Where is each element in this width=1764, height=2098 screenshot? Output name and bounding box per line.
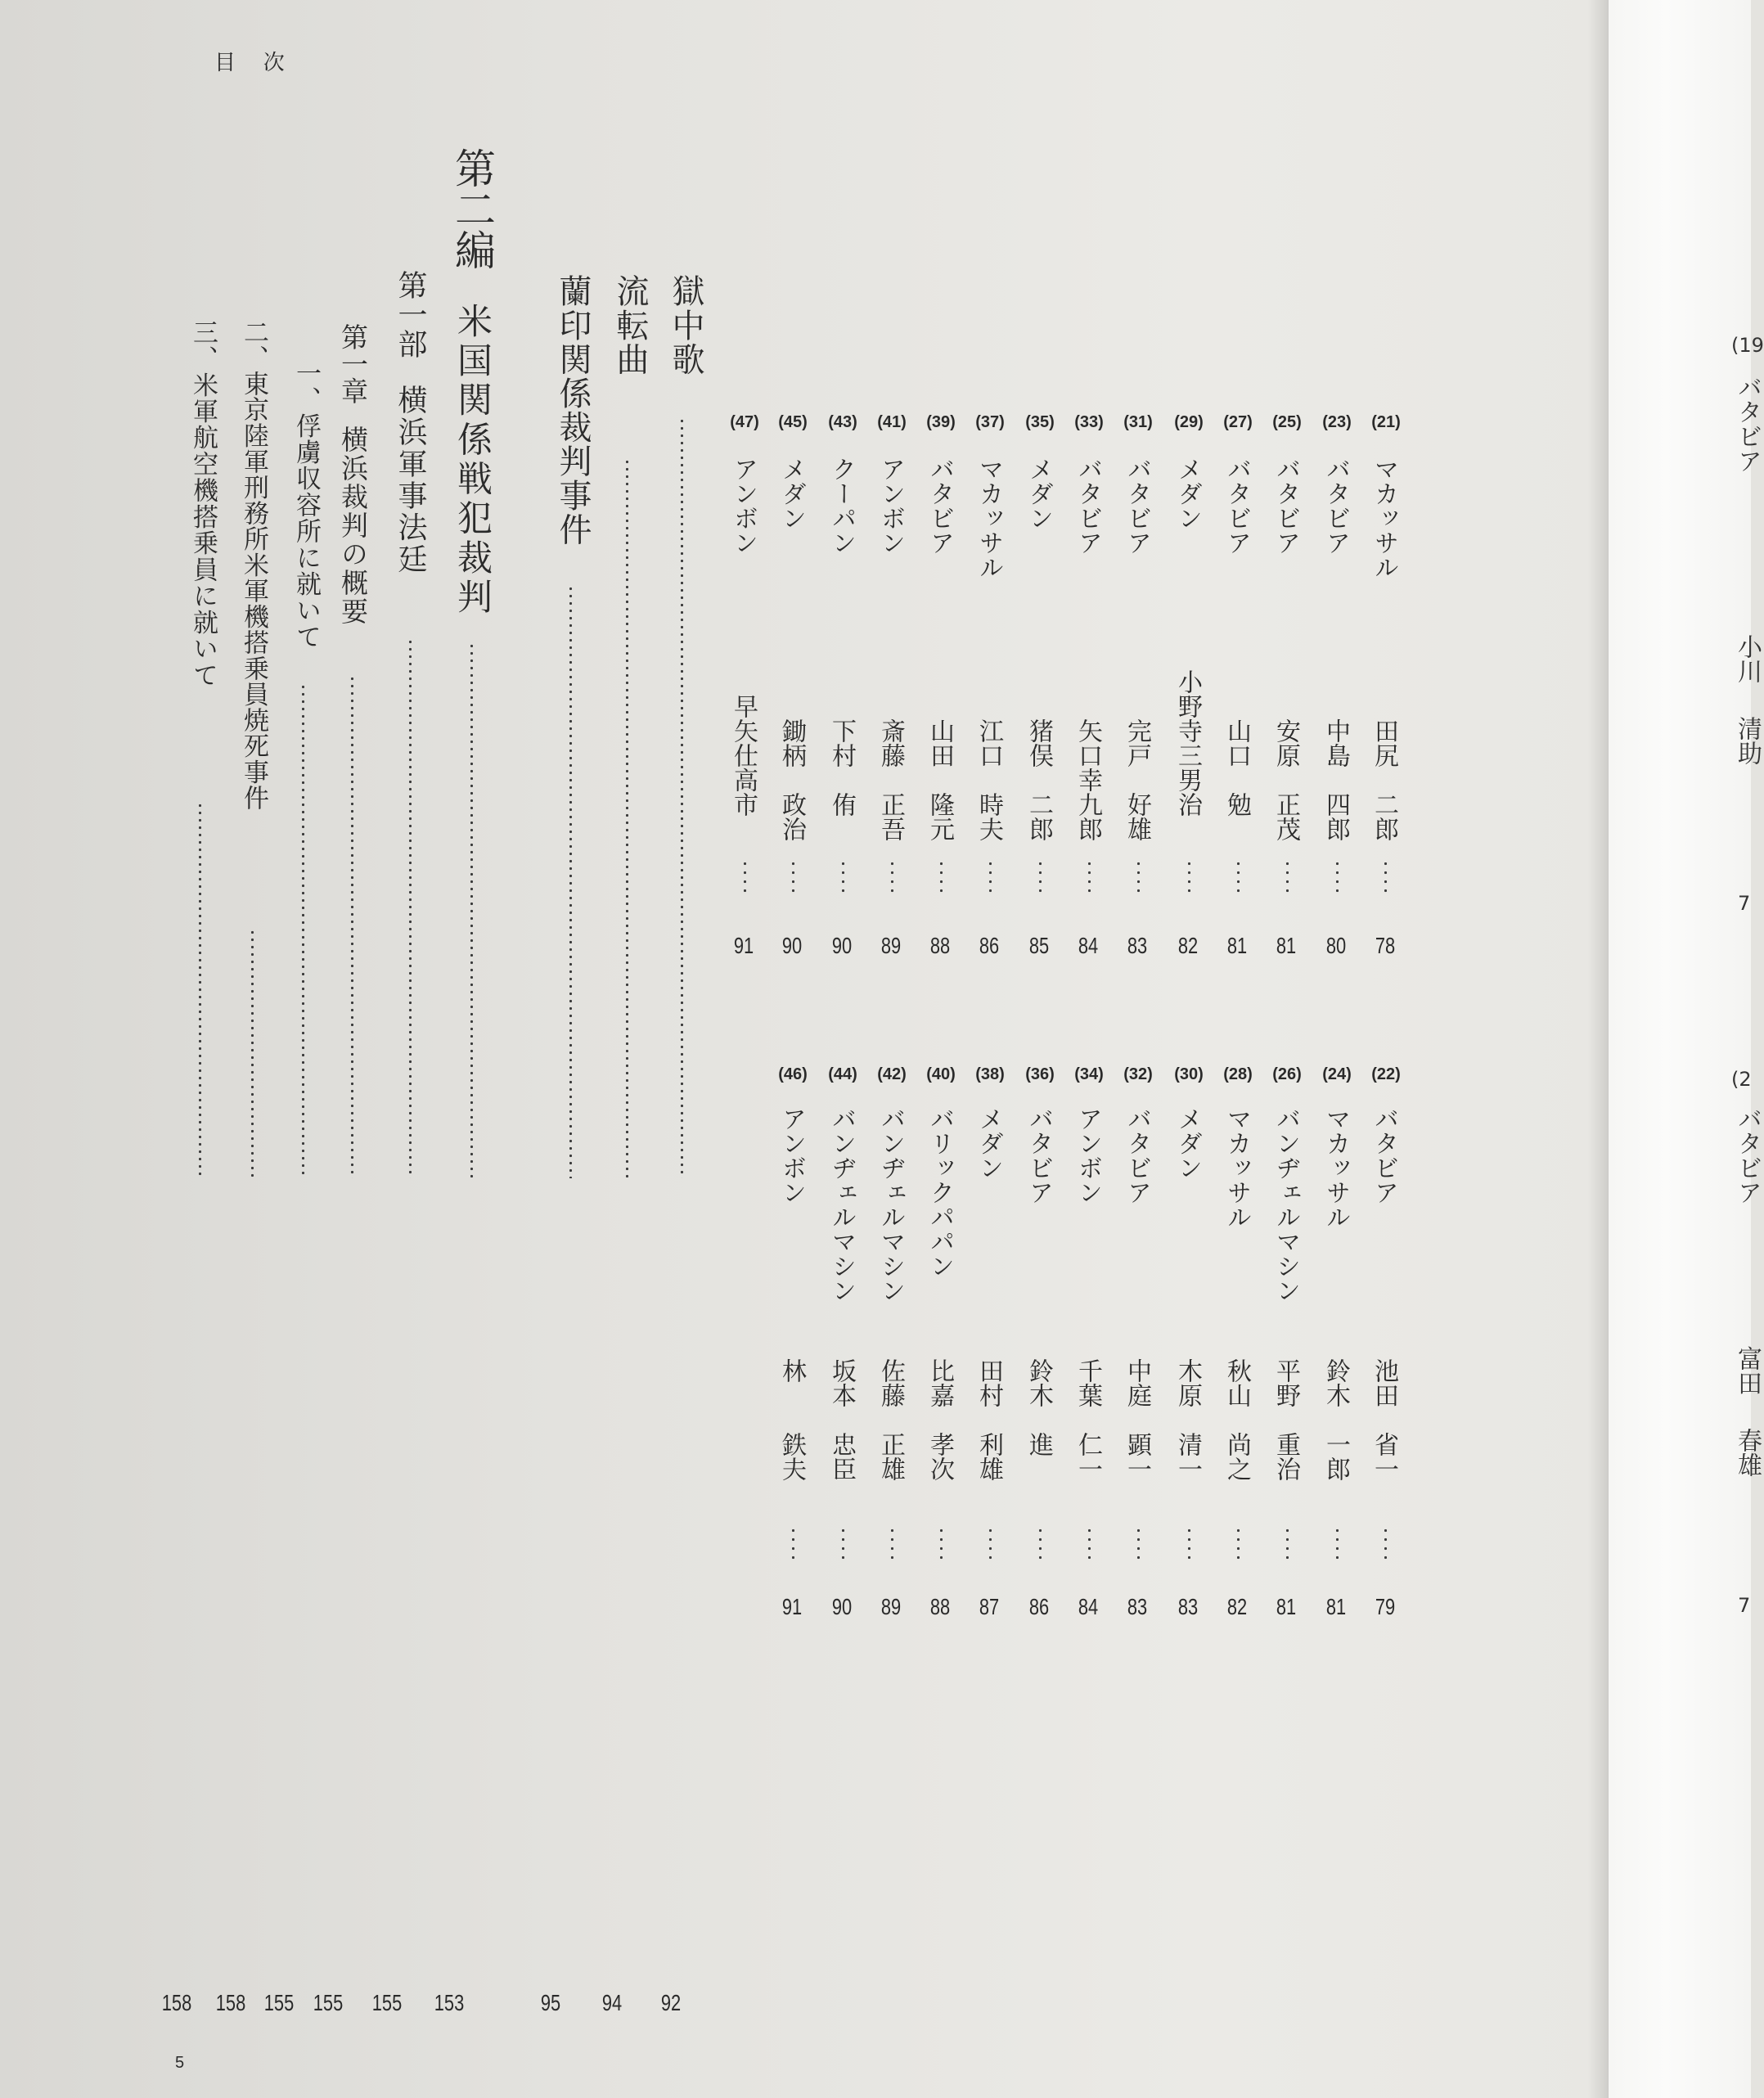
- entry-person: 池田 省一: [1370, 1358, 1398, 1481]
- entry-page: 81: [1226, 933, 1248, 958]
- entry-number: (30): [1174, 1065, 1204, 1083]
- entry-leader: [1384, 859, 1387, 895]
- entry-page: 90: [831, 1594, 853, 1619]
- chapter-item-2-page: 158: [215, 1990, 246, 2015]
- entry-person: 小野寺三男治: [1173, 669, 1202, 817]
- entry-person: 田村 利雄: [974, 1358, 1003, 1481]
- entry-leader: [1088, 1526, 1091, 1562]
- mid-entry-ranin-leader: [569, 585, 572, 1178]
- entry-person: 鈴木 一郎: [1321, 1358, 1350, 1481]
- entry-person: 林 鉄夫: [777, 1358, 806, 1481]
- entry-place: マカッサル: [974, 457, 1003, 579]
- entry-place: アンボン: [876, 457, 905, 555]
- entry-leader: [1039, 859, 1042, 895]
- entry-page: 91: [733, 933, 754, 958]
- mid-entry-ranin: 蘭印関係裁判事件: [554, 274, 592, 547]
- adjacent-fragment: (19: [1731, 334, 1764, 357]
- entry-person: 木原 清一: [1173, 1358, 1202, 1481]
- entry-person: 下村 侑: [827, 718, 856, 817]
- entry-person: 秋山 尚之: [1222, 1358, 1251, 1481]
- entry-number: (28): [1223, 1065, 1253, 1083]
- entry-number: (36): [1025, 1065, 1055, 1083]
- entry-number: (21): [1371, 413, 1401, 431]
- adjacent-fragment: 7: [1738, 892, 1751, 915]
- entry-page: 82: [1177, 933, 1199, 958]
- entry-number: (38): [975, 1065, 1005, 1083]
- entry-page: 86: [1028, 1594, 1050, 1619]
- entry-leader: [1188, 1526, 1190, 1562]
- entry-number: (25): [1272, 413, 1302, 431]
- part-two-leader: [470, 642, 473, 1178]
- entry-number: (45): [778, 413, 808, 431]
- entry-leader: [1286, 859, 1289, 895]
- entry-leader: [1336, 859, 1339, 895]
- entry-leader: [1237, 1526, 1240, 1562]
- entry-leader: [891, 859, 893, 895]
- entry-person: 山口 勉: [1222, 718, 1251, 817]
- entry-number: (24): [1322, 1065, 1352, 1083]
- entry-place: バタビア: [1123, 1106, 1151, 1204]
- entry-page: 82: [1226, 1594, 1248, 1619]
- part-one-leader: [409, 638, 412, 1178]
- chapter-one-subtitle: 横浜裁判の概要: [337, 425, 369, 626]
- entry-place: バンヂェルマシン: [827, 1106, 856, 1303]
- entry-person: 山田 隆元: [925, 718, 954, 841]
- entry-number: (39): [926, 413, 956, 431]
- entry-leader: [1039, 1526, 1042, 1562]
- entry-person: 完戸 好雄: [1123, 718, 1151, 841]
- entry-place: バタビア: [1073, 457, 1102, 555]
- entry-page: 84: [1078, 1594, 1099, 1619]
- entry-place: バタビア: [1222, 457, 1251, 555]
- entry-number: (27): [1223, 413, 1253, 431]
- entry-place: バリックパパン: [925, 1106, 954, 1278]
- adjacent-fragment: 春雄: [1733, 1428, 1762, 1477]
- entry-place: バタビア: [1271, 457, 1300, 555]
- entry-place: クーパン: [827, 457, 856, 555]
- entry-place: アンボン: [729, 457, 758, 555]
- adjacent-fragment: バタビア: [1733, 375, 1762, 473]
- entry-leader: [1188, 859, 1190, 895]
- entry-page: 81: [1276, 933, 1297, 958]
- entry-person: 比嘉 孝次: [925, 1358, 954, 1481]
- entry-person: 鋤柄 政治: [777, 718, 806, 841]
- entry-number: (33): [1074, 413, 1104, 431]
- adjacent-fragment: 7: [1738, 1594, 1751, 1617]
- entry-place: バタビア: [1321, 457, 1350, 555]
- entry-number: (40): [926, 1065, 956, 1083]
- chapter-one-title: 第一章: [337, 323, 369, 404]
- entry-leader: [940, 1526, 943, 1562]
- entry-number: (22): [1371, 1065, 1401, 1083]
- part-one-title: 第一部: [394, 270, 427, 358]
- entry-page: 84: [1078, 933, 1099, 958]
- entry-leader: [842, 859, 844, 895]
- entry-page: 83: [1127, 933, 1148, 958]
- entry-page: 90: [831, 933, 853, 958]
- chapter-item-3-leader: [199, 802, 201, 1178]
- adjacent-fragment: バタビア: [1733, 1106, 1762, 1204]
- mid-entry-gokuchu: 獄中歌: [667, 274, 704, 376]
- entry-place: メダン: [1173, 457, 1202, 530]
- entry-place: バタビア: [1024, 1106, 1053, 1204]
- entry-place: マカッサル: [1370, 457, 1398, 579]
- entry-leader: [989, 1526, 992, 1562]
- entry-page: 81: [1325, 1594, 1347, 1619]
- entry-leader: [842, 1526, 844, 1562]
- entry-place: マカッサル: [1321, 1106, 1350, 1229]
- entry-leader: [1286, 1526, 1289, 1562]
- chapter-item-3: 三、米軍航空機搭乗員に就いて: [188, 319, 218, 689]
- entry-place: バタビア: [1370, 1106, 1398, 1204]
- entry-number: (43): [828, 413, 857, 431]
- mid-entry-ruten: 流転曲: [611, 274, 649, 376]
- entry-leader: [792, 1526, 794, 1562]
- entry-page: 85: [1028, 933, 1050, 958]
- entry-number: (23): [1322, 413, 1352, 431]
- entry-person: 坂本 忠臣: [827, 1358, 856, 1481]
- entry-person: 中庭 顕一: [1123, 1358, 1151, 1481]
- entry-page: 83: [1127, 1594, 1148, 1619]
- entry-place: アンボン: [1073, 1106, 1102, 1204]
- entry-place: メダン: [777, 457, 806, 530]
- entry-person: 田尻 二郎: [1370, 718, 1398, 841]
- folio-page-number: 5: [175, 2054, 185, 2072]
- entry-person: 千葉 仁一: [1073, 1358, 1102, 1481]
- entry-place: バタビア: [1123, 457, 1151, 555]
- chapter-item-1: 一、俘虜収容所に就いて: [291, 360, 321, 651]
- entry-place: アンボン: [777, 1106, 806, 1204]
- entry-person: 安原 正茂: [1271, 718, 1300, 841]
- adjacent-fragment: 小川: [1733, 634, 1762, 683]
- entry-number: (32): [1123, 1065, 1153, 1083]
- entry-leader: [1137, 859, 1140, 895]
- entry-number: (47): [730, 413, 759, 431]
- entry-number: (35): [1025, 413, 1055, 431]
- mid-entry-ruten-page: 94: [601, 1990, 623, 2015]
- entry-place: バタビア: [925, 457, 954, 555]
- adjacent-page: [1609, 0, 1764, 2098]
- entry-page: 79: [1375, 1594, 1396, 1619]
- chapter-one-page: 155: [313, 1990, 344, 2015]
- chapter-item-2-leader: [251, 929, 254, 1178]
- entry-page: 91: [781, 1594, 803, 1619]
- entry-leader: [792, 859, 794, 895]
- part-two-subtitle: 米国関係戦犯裁判: [452, 303, 493, 619]
- mid-entry-gokuchu-page: 92: [660, 1990, 682, 2015]
- entry-person: 早矢仕高市: [729, 694, 758, 817]
- entry-place: バンヂェルマシン: [1271, 1106, 1300, 1303]
- entry-number: (31): [1123, 413, 1153, 431]
- entry-place: メダン: [1173, 1106, 1202, 1180]
- entry-page: 81: [1276, 1594, 1297, 1619]
- entry-leader: [1088, 859, 1091, 895]
- entry-person: 江口 時夫: [974, 718, 1003, 841]
- entry-person: 佐藤 正雄: [876, 1358, 905, 1481]
- entry-person: 中島 四郎: [1321, 718, 1350, 841]
- entry-leader: [1336, 1526, 1339, 1562]
- entry-number: (37): [975, 413, 1005, 431]
- adjacent-fragment: 富田: [1733, 1346, 1762, 1395]
- chapter-item-1-page: 155: [263, 1990, 295, 2015]
- entry-leader: [744, 859, 746, 895]
- entry-leader: [1137, 1526, 1140, 1562]
- mid-entry-gokuchu-leader: [681, 417, 683, 1178]
- entry-page: 78: [1375, 933, 1396, 958]
- part-two-title: 第二編: [448, 147, 496, 270]
- entry-page: 80: [1325, 933, 1347, 958]
- entry-person: 鈴木 進: [1024, 1358, 1053, 1456]
- mid-entry-ruten-leader: [626, 458, 628, 1178]
- entry-leader: [1384, 1526, 1387, 1562]
- entry-page: 90: [781, 933, 803, 958]
- entry-page: 83: [1177, 1594, 1199, 1619]
- entry-person: 猪俣 二郎: [1024, 718, 1053, 841]
- adjacent-fragment: (2: [1731, 1068, 1752, 1091]
- entry-person: 平野 重治: [1271, 1358, 1300, 1481]
- entry-person: 矢口幸九郎: [1073, 718, 1102, 841]
- entry-place: メダン: [974, 1106, 1003, 1180]
- adjacent-fragment: 清助: [1733, 716, 1762, 765]
- entry-number: (26): [1272, 1065, 1302, 1083]
- entry-number: (34): [1074, 1065, 1104, 1083]
- entry-place: マカッサル: [1222, 1106, 1251, 1229]
- entry-number: (29): [1174, 413, 1204, 431]
- entry-place: バンヂェルマシン: [876, 1106, 905, 1303]
- part-two-page: 153: [434, 1990, 465, 2015]
- entry-leader: [1237, 859, 1240, 895]
- entry-page: 89: [880, 933, 902, 958]
- entry-page: 87: [979, 1594, 1000, 1619]
- entry-page: 86: [979, 933, 1000, 958]
- entry-person: 斎藤 正吾: [876, 718, 905, 841]
- chapter-item-1-leader: [302, 683, 304, 1178]
- part-one-page: 155: [371, 1990, 403, 2015]
- entry-page: 88: [929, 933, 951, 958]
- entry-leader: [989, 859, 992, 895]
- entry-page: 89: [880, 1594, 902, 1619]
- entry-place: メダン: [1024, 457, 1053, 530]
- entry-leader: [940, 859, 943, 895]
- header-label: 目 次: [214, 51, 288, 75]
- chapter-item-2: 二、東京陸軍刑務所米軍機搭乗員焼死事件: [239, 319, 268, 811]
- part-one-subtitle: 横浜軍事法廷: [394, 385, 427, 576]
- mid-entry-ranin-page: 95: [540, 1990, 561, 2015]
- entry-number: (42): [877, 1065, 907, 1083]
- entry-number: (41): [877, 413, 907, 431]
- entry-leader: [891, 1526, 893, 1562]
- entry-number: (46): [778, 1065, 808, 1083]
- entry-number: (44): [828, 1065, 857, 1083]
- chapter-one-leader: [351, 675, 353, 1178]
- chapter-item-3-page: 158: [161, 1990, 192, 2015]
- entry-page: 88: [929, 1594, 951, 1619]
